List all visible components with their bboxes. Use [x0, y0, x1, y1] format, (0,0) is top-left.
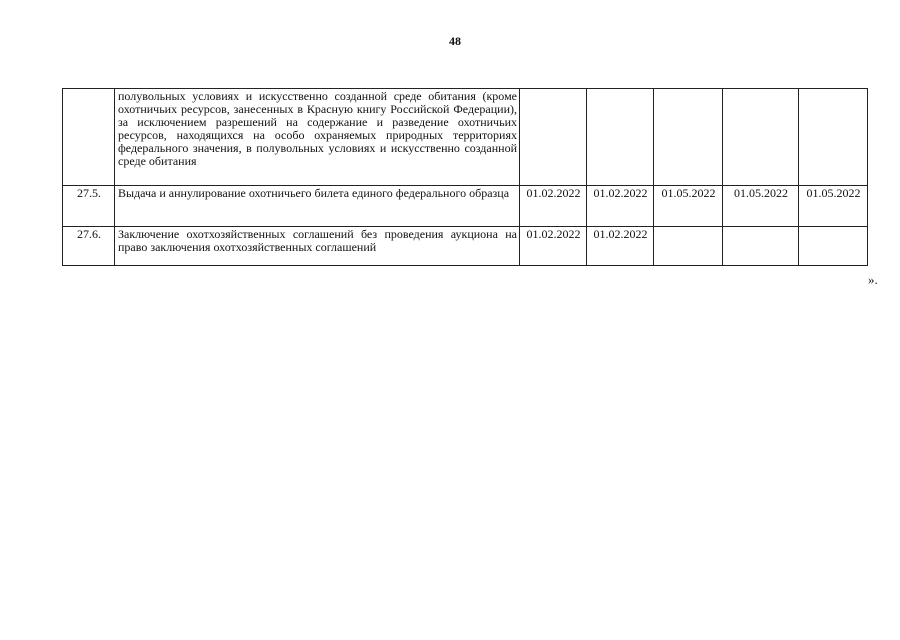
row-number [63, 89, 115, 186]
date-cell [587, 89, 654, 186]
date-cell [654, 227, 723, 266]
date-cell [723, 89, 799, 186]
table-row [63, 89, 868, 186]
page-number: 48 [449, 34, 461, 48]
table-row [63, 227, 868, 266]
row-description: полувольных условиях и искусственно созданной среде обитания (кроме охотничьих ресурсов, занесенных в Красную книгу Российской Федерации), за исключением разрешений на содержание и разведение охотничьих ресурсов, находящихся на особо охраняемых природных территориях федерального значения, в полувольных условиях и искусственно созданной среде обитания [115, 89, 520, 186]
date-cell: 01.02.2022 [520, 186, 587, 227]
date-cell: 01.05.2022 [654, 186, 723, 227]
date-cell [654, 89, 723, 186]
date-cell: 01.02.2022 [587, 186, 654, 227]
table-row [63, 186, 868, 227]
date-cell: 01.02.2022 [520, 227, 587, 266]
date-cell: 01.05.2022 [723, 186, 799, 227]
schedule-table [62, 88, 868, 266]
row-number: 27.6. [63, 227, 115, 266]
date-cell: 01.05.2022 [799, 186, 868, 227]
date-cell [799, 227, 868, 266]
row-description: Заключение охотхозяйственных соглашений без проведения аукциона на право заключения охотхозяйственных соглашений [115, 227, 520, 266]
row-number: 27.5. [63, 186, 115, 227]
date-cell [799, 89, 868, 186]
row-description: Выдача и аннулирование охотничьего билета единого федерального образца [115, 186, 520, 227]
date-cell [723, 227, 799, 266]
date-cell: 01.02.2022 [587, 227, 654, 266]
date-cell [520, 89, 587, 186]
closing-quote: ». [868, 272, 878, 287]
